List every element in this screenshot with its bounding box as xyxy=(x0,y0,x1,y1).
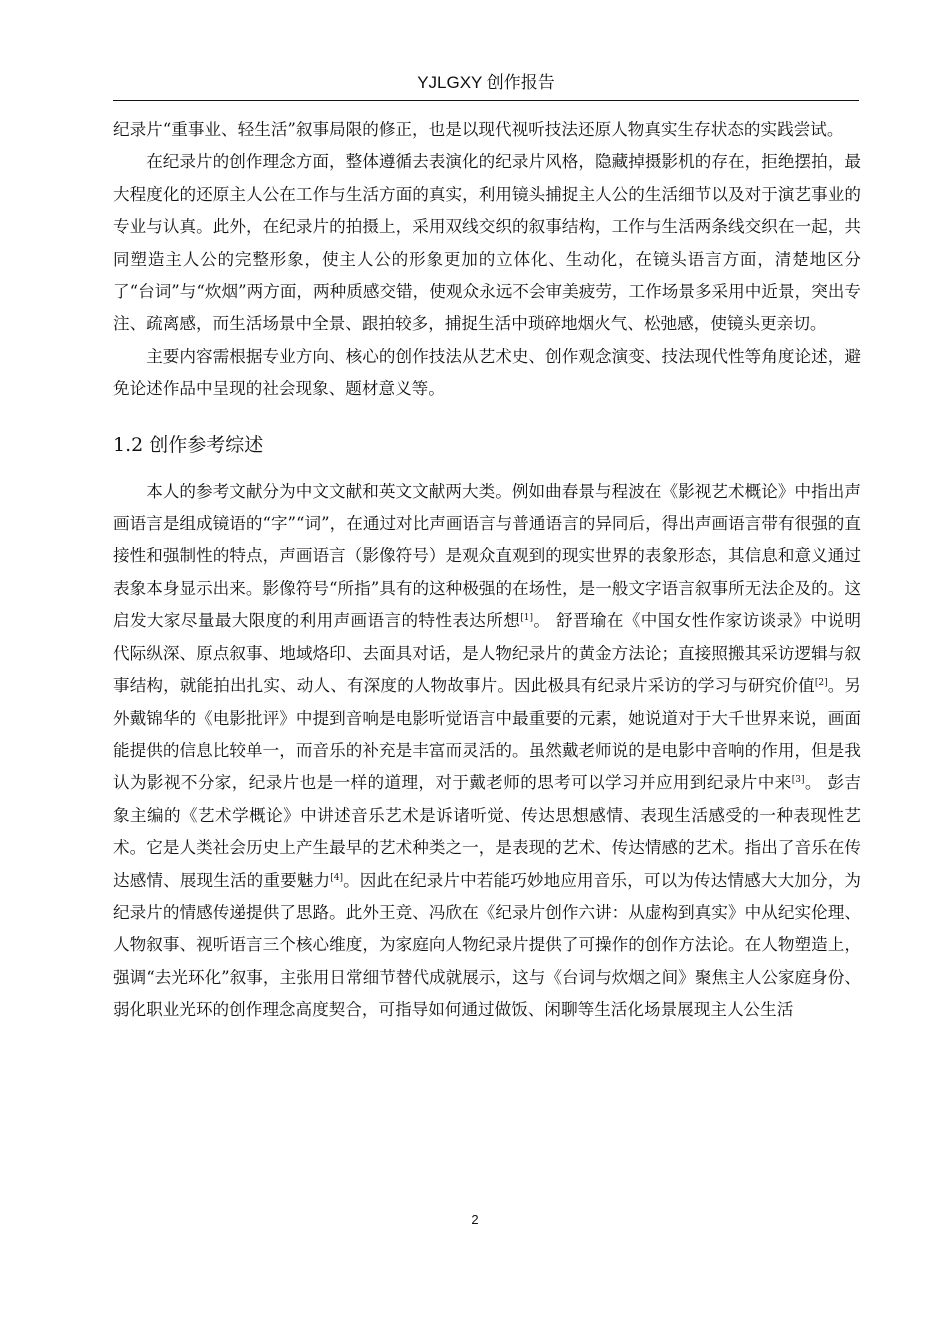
paragraph-reference-review xyxy=(113,476,861,1027)
citation-1: [1] xyxy=(520,613,533,624)
document-body xyxy=(113,114,861,1027)
paragraph-main-content: 主要内容需根据专业方向、核心的创作技法从艺术史、创作观念演变、技法现代性等角度论述，避免论述作品中呈现的社会现象、题材意义等。 xyxy=(113,346,861,399)
section-heading: 1.2 创作参考综述 xyxy=(113,433,264,456)
review-text-1: 本人的参考文献分为中文文献和英文文献两大类。例如曲春景与程波在《影视艺术概论》中指出声画语言是组成镜语的“字”“词”，在通过对比声画语言与普通语言的异同后，得出声画语言带有很强的直接性和强制性的特点，声画语言（影像符号）是观众直观到的现实世界的表象形态，其信息和意义通过表象本身显示出来。影像符号“所指”具有的这种极强的在场性，是一般文字语言叙事所无法企及的。这启发大家尽量最大限度的利用声画语言的特性表达所想 xyxy=(113,481,861,631)
review-text-5: 。因此在纪录片中若能巧妙地应用音乐，可以为传达情感大大加分，为纪录片的情感传递提供了思路。此外王竞、冯欣在《纪录片创作六讲：从虚构到真实》中从纪实伦理、人物叙事、视听语言三个核心维度，为家庭向人物纪录片提供了可操作的创作方法论。在人物塑造上，强调“去光环化”叙事，主张用日常细节替代成就展示，这与《台词与炊烟之间》聚焦主人公家庭身份、弱化职业光环的创作理念高度契合，可指导如何通过做饭、闲聊等生活化场景展现主人公生活 xyxy=(113,870,861,1020)
citation-2: [2] xyxy=(814,678,828,689)
page-number: 2 xyxy=(471,1212,479,1227)
paragraph-continuation: 纪录片“重事业、轻生活”叙事局限的修正，也是以现代视听技法还原人物真实生存状态的实践尝试。 xyxy=(113,120,844,139)
header-rule xyxy=(113,100,859,101)
review-text-2: 。 舒晋瑜在《中国女性作家访谈录》中说明代际纵深、原点叙事、地域烙印、去面具对话，是人物纪录片的黄金方法论；直接照搬其采访逻辑与叙事结构，就能拍出扎实、动人、有深度的人物故事片。因此极具有纪录片采访的学习与研究价值 xyxy=(113,611,861,696)
citation-3: [3] xyxy=(791,775,805,786)
citation-4: [4] xyxy=(330,872,343,883)
review-text-4: 。 彭吉象主编的《艺术学概论》中讲述音乐艺术是诉诸听觉、传达思想感情、表现生活感受的一种表现性艺术。它是人类社会历史上产生最早的艺术种类之一，是表现的艺术、传达情感的艺术。指出了音乐在传达感情、展现生活的重要魅力 xyxy=(113,773,862,890)
paragraph-creative-concept: 在纪录片的创作理念方面，整体遵循去表演化的纪录片风格，隐藏掉摄影机的存在，拒绝摆拍，最大程度化的还原主人公在工作与生活方面的真实，利用镜头捕捉主人公的生活细节以及对于演艺事业的专业与认真。此外，在纪录片的拍摄上，采用双线交织的叙事结构，工作与生活两条线交织在一起，共同塑造主人公的完整形象，使主人公的形象更加的立体化、生动化，在镜头语言方面，清楚地区分了“台词”与“炊烟”两方面，两种质感交错，使观众永远不会审美疲劳，工作场景多采用中近景，突出专注、疏离感，而生活场景中全景、跟拍较多，捕捉生活中琐碎地烟火气、松弛感，使镜头更亲切。 xyxy=(113,152,861,334)
review-text-3: 。另外戴锦华的《电影批评》中提到音响是电影听觉语言中最重要的元素，她说道对于大千世界来说，画面能提供的信息比较单一，而音乐的补充是丰富而灵活的。虽然戴老师说的是电影中音响的作用，但是我认为影视不分家，纪录片也是一样的道理，对于戴老师的思考可以学习并应用到纪录片中来 xyxy=(113,676,861,793)
page-header: YJLGXY 创作报告 xyxy=(417,73,555,92)
